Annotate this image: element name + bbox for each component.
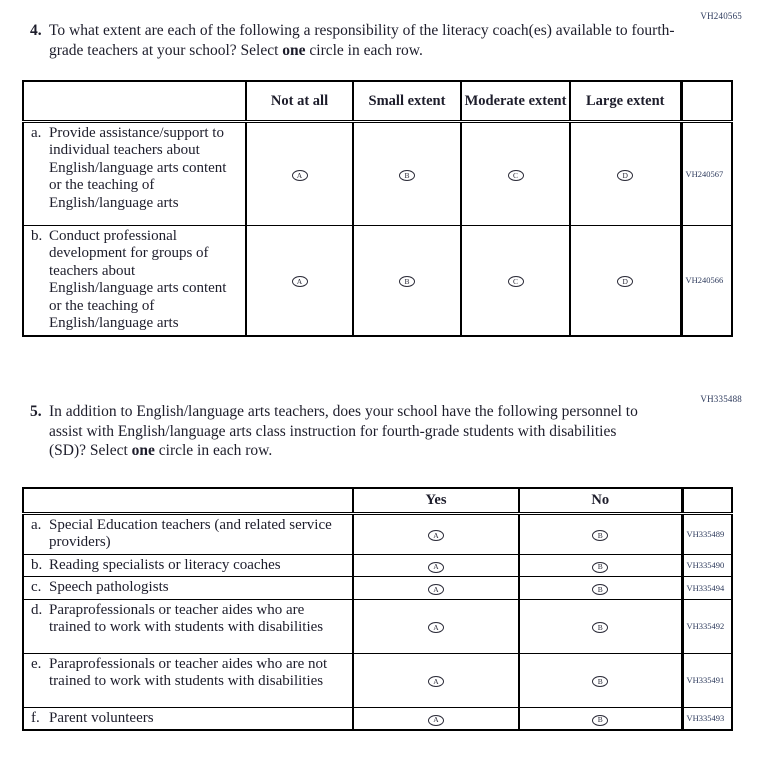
answer-circle-b[interactable]: B (592, 562, 608, 573)
table-row (23, 513, 732, 554)
question4-code: VH240565 (700, 11, 742, 21)
row-letter: b. (31, 556, 43, 573)
table-row (23, 225, 732, 336)
row-d-label-cell (23, 599, 353, 653)
answer-circle-d[interactable]: D (617, 170, 633, 181)
answer-circle-a[interactable]: A (428, 562, 444, 573)
row-letter: c. (31, 579, 42, 595)
row-label: Paraprofessionals or teacher aides who are trained to work with students with disabilities (49, 601, 324, 635)
question4-number: 4. (30, 22, 42, 39)
table-row (23, 554, 732, 577)
column-header-large-extent: Large extent (570, 81, 681, 121)
row-d-no-cell (519, 599, 682, 653)
answer-circle-b[interactable]: B (592, 584, 608, 595)
row-b-no-cell (519, 554, 682, 577)
row-label: Parent volunteers (49, 709, 154, 726)
row-letter: b. (31, 227, 43, 244)
row-a-no-cell (519, 513, 682, 554)
row-b-label-cell (23, 554, 353, 577)
row-c-yes-cell (353, 577, 519, 600)
row-a-large-extent-cell (570, 121, 681, 225)
question5-text (30, 402, 652, 461)
row-a-label-cell (23, 121, 246, 225)
answer-circle-a[interactable]: A (292, 276, 308, 287)
row-code: VH335491 (682, 653, 732, 707)
question5-prompt-bold: one (131, 442, 155, 459)
row-label: Conduct professional development for groups of teachers about English/language arts content or the teaching of English/language arts (49, 227, 227, 331)
question5-prompt-part2: circle in each row. (154, 442, 273, 459)
row-label: Provide assistance/support to individual teachers about English/language arts content or the teaching of English/language arts (49, 124, 227, 211)
row-code: VH335489 (682, 513, 732, 554)
row-b-small-extent-cell (353, 225, 461, 336)
row-f-yes-cell (353, 707, 519, 730)
question4-text (30, 21, 678, 60)
question4-prompt-part2: circle in each row. (305, 41, 423, 59)
row-code: VH335494 (682, 577, 732, 600)
table-row (23, 599, 732, 653)
row-b-not-at-all-cell (246, 225, 353, 336)
row-a-yes-cell (353, 513, 519, 554)
answer-circle-b[interactable]: B (592, 676, 608, 687)
row-f-no-cell (519, 707, 682, 730)
row-a-small-extent-cell (353, 121, 461, 225)
question5-code-column-header (682, 488, 732, 513)
answer-circle-b[interactable]: B (592, 530, 608, 541)
row-code: VH335493 (682, 707, 732, 730)
answer-circle-a[interactable]: A (428, 715, 444, 726)
column-header-no: No (519, 488, 682, 513)
answer-circle-b[interactable]: B (592, 622, 608, 633)
question4-stub-header (23, 81, 246, 121)
row-letter: a. (31, 516, 42, 533)
table-row (23, 707, 732, 730)
question5-header-row (23, 488, 732, 513)
row-code: VH240566 (681, 225, 732, 336)
answer-circle-a[interactable]: A (428, 530, 444, 541)
row-a-not-at-all-cell (246, 121, 353, 225)
row-b-moderate-extent-cell (461, 225, 570, 336)
question4-header-row (23, 81, 732, 121)
row-c-label-cell (23, 577, 353, 600)
question5-table (22, 487, 733, 731)
answer-circle-b[interactable]: B (399, 170, 415, 181)
answer-circle-c[interactable]: C (508, 276, 524, 287)
question4-prompt-part1: To what extent are each of the following a responsibility of the literacy coach(es) available to fourth-grade teachers at your school? Select (49, 22, 675, 59)
row-label: Reading specialists or literacy coaches (49, 556, 281, 573)
row-a-moderate-extent-cell (461, 121, 570, 225)
row-letter: e. (31, 655, 42, 672)
row-letter: f. (31, 709, 40, 726)
question5-prompt-part1: In addition to English/language arts teachers, does your school have the following personnel to assist with English/language arts class instruction for fourth-grade students with disabilities (SD)? Select (49, 403, 638, 459)
row-e-no-cell (519, 653, 682, 707)
row-b-yes-cell (353, 554, 519, 577)
row-a-label-cell (23, 513, 353, 554)
answer-circle-b[interactable]: B (399, 276, 415, 287)
answer-circle-a[interactable]: A (428, 584, 444, 595)
question5-stub-header (23, 488, 353, 513)
question4-prompt-bold: one (282, 41, 306, 59)
row-e-label-cell (23, 653, 353, 707)
column-header-small-extent: Small extent (353, 81, 461, 121)
answer-circle-b[interactable]: B (592, 715, 608, 726)
answer-circle-a[interactable]: A (428, 622, 444, 633)
row-letter: d. (31, 601, 43, 618)
table-row (23, 653, 732, 707)
row-label: Special Education teachers (and related service providers) (49, 516, 332, 550)
answer-circle-d[interactable]: D (617, 276, 633, 287)
row-b-label-cell (23, 225, 246, 336)
question4-code-column-header (681, 81, 732, 121)
row-label: Paraprofessionals or teacher aides who are not trained to work with students with disabilities (49, 655, 328, 689)
row-c-no-cell (519, 577, 682, 600)
row-code: VH335492 (682, 599, 732, 653)
table-row (23, 577, 732, 600)
question5-code: VH335488 (700, 394, 742, 404)
row-f-label-cell (23, 707, 353, 730)
question5-number: 5. (30, 403, 42, 420)
row-d-yes-cell (353, 599, 519, 653)
answer-circle-a[interactable]: A (292, 170, 308, 181)
row-letter: a. (31, 124, 42, 141)
table-row (23, 121, 732, 225)
column-header-yes: Yes (353, 488, 519, 513)
answer-circle-c[interactable]: C (508, 170, 524, 181)
question4-prompt (49, 21, 678, 60)
column-header-moderate-extent: Moderate extent (461, 81, 570, 121)
question4-table (22, 80, 733, 337)
row-e-yes-cell (353, 653, 519, 707)
question5-prompt (49, 402, 652, 461)
row-label: Speech pathologists (49, 579, 169, 595)
answer-circle-a[interactable]: A (428, 676, 444, 687)
row-code: VH335490 (682, 554, 732, 577)
row-b-large-extent-cell (570, 225, 681, 336)
column-header-not-at-all: Not at all (246, 81, 353, 121)
row-code: VH240567 (681, 121, 732, 225)
